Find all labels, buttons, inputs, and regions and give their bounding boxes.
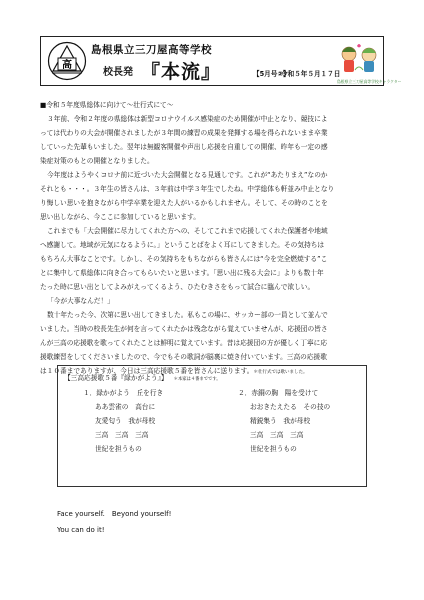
- slogan: [57, 506, 171, 538]
- newsletter-header: [40, 36, 402, 86]
- paragraph-line: とに集中して県総体に向き合ってもらいたいと思います。「思い出に残る大会に」よりも数十年: [40, 269, 324, 277]
- issue-date: 令和５年５月１７日: [281, 70, 341, 78]
- verse-line: 友愛匂う 我が母校: [95, 417, 156, 425]
- verse-line: おおきたえたる その技の: [250, 403, 331, 411]
- school-emblem-icon: [47, 41, 87, 81]
- slogan-line-1: Face yourself. Beyond yourself!: [57, 510, 172, 518]
- song-note: ＊本家は４番までです。: [173, 377, 221, 382]
- paragraph-line: たった時に思い出としてよみがえってくるよう、ひたむきさをもって試合に臨んで欲しい。: [40, 283, 315, 291]
- article-heading: ■令和５年度県総体に向けて～壮行式にて～: [40, 101, 174, 109]
- paragraph-line: 「今が大事なんだ！」: [47, 297, 114, 305]
- paragraph-line: 援歌練習をしてくださいましたので、今でもその歌詞が脳裏に焼き付いています。三高の応援歌: [40, 353, 327, 361]
- paragraph-line: へ感謝して。地域が元気になるように。」ということばをよく耳にしてきました。その気持ちは: [40, 241, 325, 249]
- paragraph-line: 染症対策のもとの開催となりました。: [40, 157, 154, 165]
- song-title: [64, 372, 221, 382]
- verse-line: ２．赤銅の胸 陽を受けて: [238, 389, 319, 397]
- paragraph-line: これまでも「大会開催に尽力してくれた方への、そしてこれまで応援してくれた保護者や地域: [47, 227, 328, 235]
- verse-line: １．緑かがよう 丘を行き: [83, 389, 164, 397]
- newsletter-title: 『本流』: [141, 61, 222, 83]
- mascot-caption: 島根県立三刀屋高等学校キャラクター: [337, 79, 402, 84]
- paragraph-line: 今年度はようやくコロナ前に近づいた大会開催となる見通しです。これが“あたりまえ”なのか: [47, 171, 328, 179]
- footnote: ＊壮行式では歌いました。: [253, 370, 308, 375]
- slogan-line-2: You can do it!: [57, 526, 105, 534]
- article-body: [40, 98, 385, 378]
- verse-line: 三高 三高 三高: [95, 431, 149, 439]
- paragraph-line: 思い出しながら、今ここに参加していると思います。: [40, 213, 200, 221]
- paragraph-line: いました。当時の校長先生が何を言ってくれたかは残念ながら覚えていませんが、応援団の皆さ: [40, 325, 328, 333]
- svg-text:高: 高: [62, 60, 72, 71]
- song-verse-1: [83, 386, 163, 456]
- paragraph-line: していった先輩もいました。翌年は無観客開催や声出し応援を自重しての開催、昨年も一定の感: [40, 143, 328, 151]
- paragraph-line: っては代わりの大会が開催されましたが３年間の練習の成果を発揮する場を得られないまま卒業: [40, 129, 328, 137]
- paragraph-line-text: は１０番までありますが、今日は三高応援歌５番を皆さんに送ります。: [40, 367, 254, 375]
- song-verse-2: [238, 386, 330, 456]
- song-title-text: 【三高応援歌５番『緑かがよう』】: [64, 374, 168, 382]
- verse-line: ああ雲雀の 高台に: [95, 403, 156, 411]
- paragraph-line: り悔しい思いを抱きながら中学卒業を迎えた人がいるかもしれません。そして、その時のことを: [40, 199, 328, 207]
- verse-line: 三高 三高 三高: [250, 431, 304, 439]
- paragraph-line: それとも・・・。３年生の皆さんは、３年前は中学３年生でしたね。中学総体も軒並み中止となり: [40, 185, 335, 193]
- paragraph-line: 数十年たった今、次第に思い出してきました。私もこの場に、サッカー部の一員として並んで: [47, 311, 328, 319]
- mascot-illustration: [337, 40, 381, 82]
- verse-line: 世紀を担うもの: [250, 445, 297, 453]
- verse-line: 世紀を担うもの: [95, 445, 142, 453]
- school-name: 島根県立三刀屋高等学校: [91, 44, 212, 56]
- verse-line: 精鋭集う 我が母校: [250, 417, 311, 425]
- paragraph-line: もちろん大事なことです。しかし、その気持ちをもちながらも皆さんには“今を完全燃焼する”こ: [40, 255, 328, 263]
- cheer-song-box: [57, 365, 367, 487]
- series-label: 校長発: [103, 67, 133, 78]
- paragraph-line: んが三高の応援歌を歌ってくれたことは鮮明に覚えています。昔は応援団の方が優しく丁寧に応: [40, 339, 328, 347]
- paragraph-line: ３年前、令和２年度の県総体は新型コロナウイルス感染症のため開催が中止となり、競技によ: [47, 115, 328, 123]
- issue-number: 【5月号②】: [253, 70, 290, 78]
